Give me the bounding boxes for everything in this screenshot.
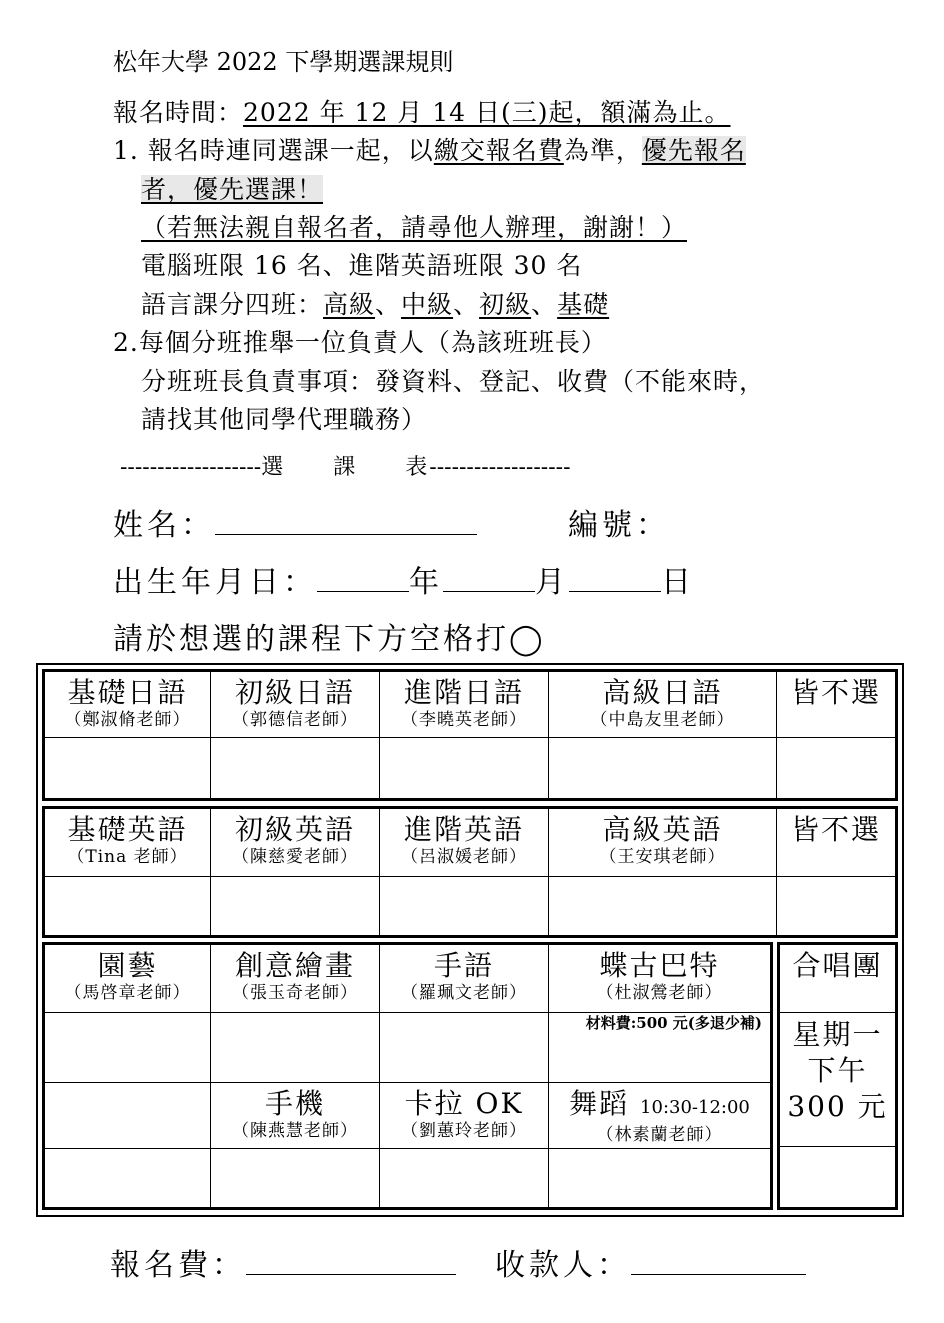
course-teacher: （郭德信老師） — [232, 710, 358, 730]
course-basic-english — [45, 809, 211, 877]
fee-label: 報名費： — [110, 1248, 246, 1283]
course-teacher: （張玉奇老師） — [232, 983, 358, 1003]
course-teacher: （王安琪老師） — [599, 847, 726, 867]
activities-table — [42, 942, 773, 1210]
choir-period: 下午 — [807, 1054, 868, 1087]
select-cell[interactable] — [211, 738, 380, 799]
form-divider — [120, 450, 571, 481]
select-cell[interactable] — [780, 1147, 896, 1208]
select-cell[interactable] — [549, 1149, 771, 1208]
divider-dashes-left: ------------------- — [120, 455, 262, 480]
select-cell[interactable] — [211, 1149, 380, 1208]
rule-1-text-2: 為準， — [563, 136, 642, 165]
course-name: 高級英語 — [602, 813, 723, 846]
course-beginner-japanese — [211, 672, 380, 738]
course-teacher: （呂淑媛老師） — [401, 847, 527, 867]
course-basic-japanese — [45, 672, 211, 738]
course-name: 創意繪畫 — [234, 949, 355, 982]
year-label: 年 — [409, 565, 443, 600]
course-gardening — [45, 945, 211, 1013]
course-teacher: （Tina 老師） — [67, 847, 188, 867]
course-name: 基礎日語 — [67, 676, 188, 709]
course-advanced-japanese — [549, 672, 777, 738]
month-label: 月 — [535, 565, 569, 600]
course-name: 初級日語 — [234, 676, 355, 709]
collector-label: 收款人： — [495, 1248, 631, 1283]
rule-1-priority: 優先報名 — [641, 136, 746, 165]
course-name: 卡拉 OK — [404, 1087, 524, 1120]
birth-label: 出生年月日： — [113, 565, 317, 600]
course-beginner-english — [211, 809, 380, 877]
instruction: 請於想選的課程下方空格打◯ — [113, 622, 546, 657]
rule-1-line-2 — [141, 170, 323, 206]
course-teacher: （陳燕慧老師） — [232, 1121, 358, 1141]
signup-time: 2022 年 12 月 14 日(三)起，額滿為止。 — [243, 98, 731, 127]
course-karaoke — [380, 1083, 549, 1149]
choir-table — [777, 942, 898, 1210]
separator: 、 — [375, 290, 402, 319]
course-creative-painting — [211, 945, 380, 1013]
language-label: 語言課分四班： — [141, 290, 324, 319]
signup-line — [113, 93, 731, 129]
level-basic: 基礎 — [557, 290, 610, 319]
select-cell[interactable] — [549, 738, 777, 799]
number-label: 編號： — [568, 508, 670, 543]
course-name: 皆不選 — [790, 813, 881, 846]
name-field[interactable] — [215, 508, 477, 535]
select-cell[interactable] — [380, 877, 549, 936]
course-teacher: （林素蘭老師） — [596, 1125, 723, 1145]
course-name: 手機 — [264, 1087, 325, 1120]
course-advanced-english — [549, 809, 777, 877]
course-teacher: （馬啓章老師） — [64, 983, 191, 1003]
fee-field[interactable] — [246, 1248, 456, 1275]
course-teacher: （中島友里老師） — [590, 710, 735, 730]
rule-1-text: 1. 報名時連同選課一起，以 — [113, 136, 434, 165]
select-cell[interactable] — [777, 738, 896, 799]
select-cell[interactable] — [45, 738, 211, 799]
course-teacher: （李曉英老師） — [401, 710, 527, 730]
select-cell[interactable] — [211, 1013, 380, 1083]
course-mobile-phone — [211, 1083, 380, 1149]
page-title: 松年大學 2022 下學期選課規則 — [113, 48, 454, 76]
rule-1-language — [141, 285, 609, 321]
choir-info — [780, 1013, 896, 1147]
birth-month-field[interactable] — [443, 565, 535, 592]
course-name: 皆不選 — [790, 676, 881, 709]
course-choir — [780, 945, 896, 1013]
select-cell[interactable] — [45, 877, 211, 936]
rule-1-note — [141, 208, 687, 244]
course-name: 基礎英語 — [67, 813, 188, 846]
course-teacher: （劉蕙玲老師） — [401, 1121, 527, 1141]
fee-row — [110, 1240, 456, 1284]
course-name: 合唱團 — [792, 949, 883, 982]
course-time: 10:30-12:00 — [640, 1097, 750, 1118]
level-beginner: 初級 — [479, 290, 532, 319]
course-decoupage — [549, 945, 771, 1013]
course-teacher: （陳慈愛老師） — [232, 847, 358, 867]
course-teacher: （杜淑鶯老師） — [596, 983, 723, 1003]
signup-label: 報名時間： — [113, 98, 244, 127]
rule-1-limit: 電腦班限 16 名、進階英語班限 30 名 — [141, 251, 583, 280]
birth-year-field[interactable] — [317, 565, 409, 592]
rule-2-line-2: 分班班長負責事項：發資料、登記、收費（不能來時， — [141, 367, 766, 396]
course-intermediate-english — [380, 809, 549, 877]
separator: 、 — [453, 290, 480, 319]
select-cell[interactable] — [549, 877, 777, 936]
name-row — [113, 500, 477, 544]
birth-day-field[interactable] — [569, 565, 661, 592]
course-name: 舞蹈 — [569, 1087, 630, 1120]
select-cell[interactable] — [380, 738, 549, 799]
course-name: 進階日語 — [403, 676, 524, 709]
select-cell[interactable] — [777, 877, 896, 936]
course-name: 蝶古巴特 — [599, 949, 720, 982]
divider-dashes-right: ------------------- — [429, 455, 571, 480]
birth-row — [113, 557, 695, 601]
english-table — [42, 806, 898, 938]
collector-field[interactable] — [631, 1248, 806, 1275]
material-fee: 材料費:500 元(多退少補) — [585, 1014, 762, 1032]
separator: 、 — [531, 290, 558, 319]
form-title: 選 課 表 — [261, 455, 430, 480]
course-name: 進階英語 — [403, 813, 524, 846]
name-label: 姓名： — [113, 508, 215, 543]
rule-2-line-1: 2.每個分班推舉一位負責人（為該班班長） — [113, 328, 607, 357]
rule-1-line-1 — [113, 131, 746, 167]
course-name: 手語 — [433, 949, 494, 982]
select-cell[interactable] — [380, 1149, 549, 1208]
japanese-table — [42, 669, 898, 801]
rule-1-note-text: （若無法親自報名者，請尋他人辦理，謝謝！） — [141, 213, 688, 242]
rule-1-priority-2: 者，優先選課！ — [141, 175, 324, 204]
course-dance — [549, 1083, 771, 1149]
rule-2-line-3: 請找其他同學代理職務） — [141, 405, 428, 434]
course-teacher: （鄭淑脩老師） — [64, 710, 191, 730]
course-sign-language — [380, 945, 549, 1013]
select-cell[interactable] — [45, 1149, 211, 1208]
select-cell[interactable] — [45, 1013, 211, 1083]
select-cell[interactable] — [211, 877, 380, 936]
empty-course-cell — [45, 1083, 211, 1149]
number-row — [568, 500, 670, 544]
rule-1-pay-fee: 繳交報名費 — [433, 136, 564, 165]
course-teacher: （羅珮文老師） — [401, 983, 527, 1003]
course-none-english — [777, 809, 896, 877]
course-none-japanese — [777, 672, 896, 738]
course-name: 初級英語 — [234, 813, 355, 846]
select-cell[interactable] — [549, 1013, 771, 1083]
course-name: 高級日語 — [602, 676, 723, 709]
choir-fee: 300 元 — [787, 1090, 888, 1123]
level-advanced: 高級 — [323, 290, 376, 319]
day-label: 日 — [661, 565, 695, 600]
course-intermediate-japanese — [380, 672, 549, 738]
level-intermediate: 中級 — [401, 290, 454, 319]
choir-day: 星期一 — [792, 1018, 883, 1051]
course-name: 園藝 — [97, 949, 158, 982]
select-cell[interactable] — [380, 1013, 549, 1083]
collector-row — [495, 1240, 806, 1284]
